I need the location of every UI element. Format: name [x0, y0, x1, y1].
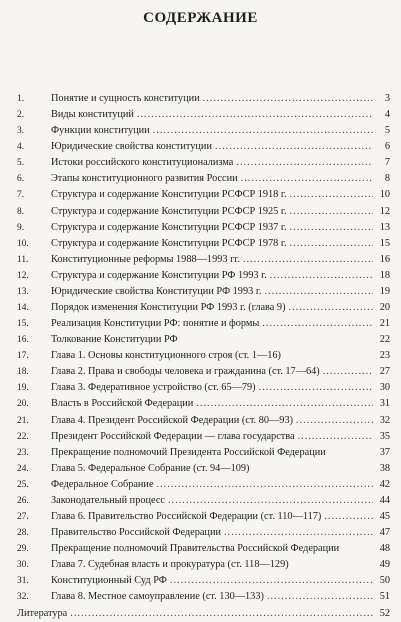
dot-leader	[290, 187, 373, 203]
dot-leader	[290, 204, 373, 220]
dot-leader	[241, 171, 373, 187]
dot-leader	[290, 236, 373, 252]
dot-leader	[203, 91, 373, 107]
toc-entry-page-number: 23	[379, 350, 390, 362]
toc-entry-page-number: 30	[379, 382, 390, 394]
toc-entry-title: Глава 8. Местное самоуправление (ст. 130—133)	[51, 591, 264, 603]
toc-entry-title: Федеральное Собрание	[51, 478, 154, 490]
toc-entry-number: 4.	[17, 142, 25, 153]
toc-entry-number: 17.	[17, 351, 29, 362]
toc-entry-title: Структура и содержание Конституции РСФСР 1925 г.	[51, 205, 287, 217]
toc-entry-number: 18.	[17, 367, 29, 378]
toc-entry-title: Конституционные реформы 1988—1993 гг.	[51, 253, 240, 265]
dot-leader	[270, 268, 373, 284]
toc-entry	[17, 573, 390, 589]
toc-entry-page-number: 12	[379, 205, 390, 217]
toc-entry-number: 16.	[17, 335, 29, 346]
toc-entry-title: Прекращение полномочий Правительства Российской Федерации	[51, 543, 340, 555]
toc-entry	[17, 204, 390, 220]
toc-entry-title: Глава 1. Основы конституционного строя (ст. 1—16)	[51, 350, 281, 362]
toc-entry-title: Юридические свойства Конституции РФ 1993 г.	[51, 285, 262, 297]
toc-entry-page-number: 21	[379, 318, 390, 330]
toc-entry	[17, 171, 390, 187]
toc-entry-page-number: 50	[379, 575, 390, 587]
toc-entry	[17, 380, 390, 396]
dot-leader	[236, 155, 373, 171]
dot-leader	[324, 509, 373, 525]
toc-entry-page-number: 15	[379, 237, 390, 249]
dot-leader	[323, 364, 373, 380]
toc-entry-number: 12.	[17, 270, 29, 281]
toc-entry-page-number: 22	[379, 334, 390, 346]
toc-entry-page-number: 4	[384, 109, 390, 121]
toc-entry-title: Президент Российской Федерации — глава государства	[51, 430, 295, 442]
dot-leader	[153, 123, 373, 139]
dot-leader	[157, 477, 373, 493]
toc-entry-number: 2.	[17, 110, 25, 121]
dot-leader	[170, 573, 373, 589]
toc-entry-page-number: 20	[379, 302, 390, 314]
toc-entry-title: Структура и содержание Конституции РСФСР 1918 г.	[51, 189, 287, 201]
toc-entry-page-number: 38	[379, 462, 390, 474]
toc-entry-number: 23.	[17, 447, 29, 458]
toc-entry-number: 7.	[17, 190, 25, 201]
toc-entry-number: 15.	[17, 319, 29, 330]
toc-entry-title: Виды конституций	[51, 109, 134, 121]
toc-entry-page-number: 10	[379, 189, 390, 201]
toc-entry-title: Истоки российского конституционализма	[51, 157, 234, 169]
toc-entry	[17, 107, 390, 123]
toc-entry	[17, 589, 390, 605]
dot-leader	[70, 606, 373, 622]
toc-entry	[17, 541, 390, 557]
toc-entry-page-number: 8	[384, 173, 390, 185]
toc-entry-title: Глава 7. Судебная власть и прокуратура (ст. 118—129)	[51, 559, 289, 571]
toc-entry-number: 6.	[17, 174, 25, 185]
toc-entry	[17, 155, 390, 171]
toc-entry-title: Глава 2. Права и свободы человека и гражданина (ст. 17—64)	[51, 366, 320, 378]
toc-entry-page-number: 42	[379, 478, 390, 490]
toc-entry	[17, 139, 390, 155]
toc-entry	[17, 477, 390, 493]
toc-entry	[17, 364, 390, 380]
dot-leader	[267, 589, 373, 605]
toc-entry	[17, 284, 390, 300]
toc-entry	[17, 187, 390, 203]
dot-leader	[296, 413, 373, 429]
toc-entry	[17, 461, 390, 477]
toc-entry-page-number: 44	[379, 494, 390, 506]
dot-leader	[243, 252, 373, 268]
toc-entry-title: Глава 5. Федеральное Собрание (ст. 94—109)	[51, 462, 250, 474]
dot-leader	[259, 380, 373, 396]
toc-entry-title: Структура и содержание Конституции РСФСР 1937 г.	[51, 221, 287, 233]
dot-leader	[298, 429, 373, 445]
toc-entry-page-number: 47	[379, 527, 390, 539]
toc-entry-title: Юридические свойства конституции	[51, 141, 212, 153]
dot-leader	[264, 284, 373, 300]
toc-entry-number: 25.	[17, 479, 29, 490]
toc-entry	[17, 220, 390, 236]
toc-entry-page-number: 5	[384, 125, 390, 137]
toc-entry-number: 14.	[17, 303, 29, 314]
toc-entry-page-number: 19	[379, 285, 390, 297]
dot-leader	[137, 107, 373, 123]
toc-entry-page-number: 51	[379, 591, 390, 603]
toc-entry-page-number: 27	[379, 366, 390, 378]
dot-leader	[196, 396, 373, 412]
toc-entry-page-number: 45	[379, 511, 390, 523]
toc-entry-title: Толкование Конституции РФ	[51, 334, 178, 346]
toc-entry	[17, 493, 390, 509]
toc-entry	[17, 509, 390, 525]
toc-entry	[17, 348, 390, 364]
toc-entry-title: Понятие и сущность конституции	[51, 93, 200, 104]
toc-entry-title: Порядок изменения Конституции РФ 1993 г. (глава 9)	[51, 302, 286, 314]
toc-entry-number: 29.	[17, 544, 29, 555]
toc-entry-page-number: 13	[379, 221, 390, 233]
toc-entry	[17, 316, 390, 332]
toc-entry-number: 31.	[17, 576, 29, 587]
toc-entry-title: Этапы конституционного развития России	[51, 173, 238, 185]
toc-entry-title: Конституционный Суд РФ	[51, 575, 167, 587]
toc-entry-title: Глава 6. Правительство Российской Федерации (ст. 110—117)	[51, 511, 322, 523]
toc-entry	[17, 557, 390, 573]
toc-entry-page-number: 49	[379, 559, 390, 571]
toc-entry-number: 28.	[17, 528, 29, 539]
toc-entry-title: Глава 4. Президент Российской Федерации (ст. 80—93)	[51, 414, 294, 426]
toc-entry	[17, 91, 390, 107]
toc-entry	[17, 396, 390, 412]
toc-entry	[17, 525, 390, 541]
toc-entry-number: 1.	[17, 94, 25, 104]
toc-entry-page-number: 16	[379, 253, 390, 265]
dot-leader	[289, 300, 374, 316]
dot-leader	[224, 525, 373, 541]
toc-entry-page-number: 37	[379, 446, 390, 458]
toc-entry	[17, 429, 390, 445]
toc-entry	[17, 300, 390, 316]
toc-entry	[17, 236, 390, 252]
dot-leader	[290, 220, 373, 236]
toc-entry-title: Законодательный процесс	[51, 494, 165, 506]
toc-entry-number: 8.	[17, 206, 25, 217]
toc-entry-number: 26.	[17, 495, 29, 506]
toc-entry-page-number: 18	[379, 269, 390, 281]
toc-entry-page-number: 6	[384, 141, 390, 153]
dot-leader	[215, 139, 373, 155]
toc-entry-title: Структура и содержание Конституции РФ 1993 г.	[51, 269, 267, 281]
toc-entry-number: 11.	[17, 254, 29, 265]
toc-entry-number: 27.	[17, 512, 29, 523]
toc-entry-number: 32.	[17, 592, 29, 603]
toc-entry-title: Власть в Российской Федерации	[51, 398, 194, 410]
toc-entry-title: Прекращение полномочий Президента Российской Федерации	[51, 446, 326, 458]
toc-entry-number: 24.	[17, 463, 29, 474]
dot-leader	[262, 316, 373, 332]
toc-entry	[17, 252, 390, 268]
toc-entry-number: 10.	[17, 238, 29, 249]
toc-entry-title: Литература	[17, 607, 68, 619]
dot-leader	[168, 493, 373, 509]
toc-entry-page-number: 7	[384, 157, 390, 169]
toc-entry-page-number: 32	[379, 414, 390, 426]
toc-entry	[17, 413, 390, 429]
toc-entry-page-number: 3	[384, 93, 390, 104]
toc-entry-number: 3.	[17, 126, 25, 137]
toc-entry-page-number: 52	[379, 607, 390, 619]
toc-entry	[17, 445, 390, 461]
toc-entry-title: Глава 3. Федеративное устройство (ст. 65—79)	[51, 382, 256, 394]
toc-entry-number: 19.	[17, 383, 29, 394]
toc-entry-number: 9.	[17, 222, 25, 233]
table-of-contents	[17, 91, 390, 622]
toc-entry-number: 22.	[17, 431, 29, 442]
toc-entry-number: 21.	[17, 415, 29, 426]
toc-entry	[17, 332, 390, 348]
toc-entry	[17, 606, 390, 622]
toc-entry-number: 5.	[17, 158, 25, 169]
toc-entry-title: Структура и содержание Конституции РСФСР 1978 г.	[51, 237, 287, 249]
toc-entry-number: 13.	[17, 286, 29, 297]
toc-entry-page-number: 31	[379, 398, 390, 410]
toc-entry-page-number: 35	[379, 430, 390, 442]
toc-entry-title: Реализация Конституции РФ: понятие и формы	[51, 318, 260, 330]
toc-entry-number: 30.	[17, 560, 29, 571]
toc-entry-title: Функции конституции	[51, 125, 150, 137]
page-title: СОДЕРЖАНИЕ	[143, 10, 258, 26]
toc-entry-number: 20.	[17, 399, 29, 410]
toc-entry	[17, 123, 390, 139]
toc-entry	[17, 268, 390, 284]
toc-entry-page-number: 48	[379, 543, 390, 555]
toc-entry-title: Правительство Российской Федерации	[51, 527, 221, 539]
